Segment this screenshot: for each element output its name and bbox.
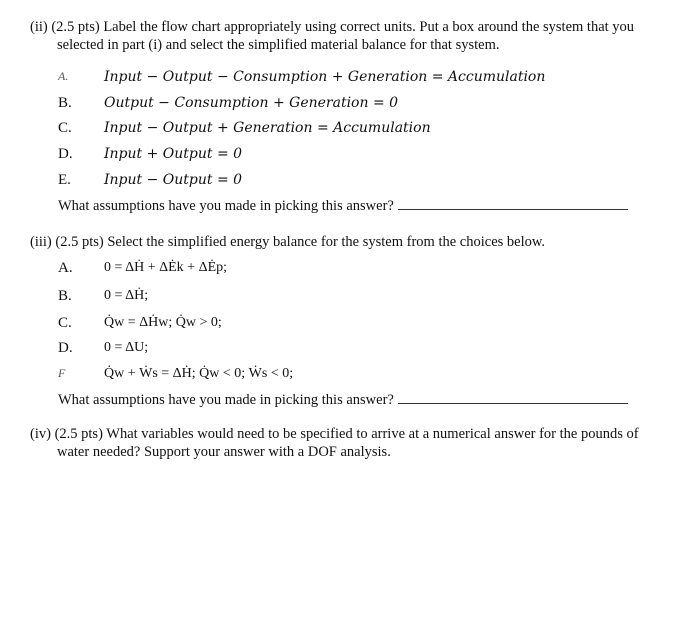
assumption-prompt: What assumptions have you made in picking this answer? xyxy=(58,392,394,408)
answer-blank[interactable] xyxy=(398,197,628,210)
option-letter: A. xyxy=(58,69,69,83)
assumption-prompt: What assumptions have you made in picking this answer? xyxy=(58,198,394,214)
option-letter: D. xyxy=(58,146,73,162)
question-iv-text: What variables would need to be specified to arrive at a numerical answer for the pounds of water needed? Support your answer with a DOF analysis. xyxy=(57,426,639,460)
option-equation: Input − Output + Generation = Accumulation xyxy=(104,120,431,136)
question-ii xyxy=(30,18,650,54)
option-letter: E. xyxy=(58,172,71,188)
question-ii-label: (ii) xyxy=(30,19,48,35)
option-equation: 0 = ΔU; xyxy=(104,340,149,355)
option-letter: D. xyxy=(58,340,73,356)
question-iii xyxy=(30,233,650,251)
option-equation: Output − Consumption + Generation = 0 xyxy=(104,95,399,111)
option-letter: C. xyxy=(58,315,72,331)
assumption-iii xyxy=(58,391,628,409)
option-equation: 0 = ΔḢ; xyxy=(104,288,149,303)
option-equation: 0 = ΔḢ + ΔĖk + ΔĖp; xyxy=(104,260,228,275)
option-letter: B. xyxy=(58,95,72,111)
assumption-ii xyxy=(58,197,628,215)
question-iv-label: (iv) xyxy=(30,426,51,442)
question-iii-points: (2.5 pts) xyxy=(55,234,104,250)
option-equation: Input − Output − Consumption + Generation = Accumulation xyxy=(104,69,546,85)
option-letter: B. xyxy=(58,288,72,304)
question-ii-text: Label the flow chart appropriately using correct units. Put a box around the system that you selected in part (i) and select the simplified material balance for that system. xyxy=(57,19,635,53)
option-equation: Input + Output = 0 xyxy=(104,146,243,162)
question-iv xyxy=(30,425,650,461)
question-iii-label: (iii) xyxy=(30,234,52,250)
option-equation: Q̇w + Ẇs = ΔḢ; Q̇w < 0; Ẇs < 0; xyxy=(104,366,294,381)
question-iv-points: (2.5 pts) xyxy=(54,426,103,442)
option-letter: A. xyxy=(58,260,73,276)
question-ii-points: (2.5 pts) xyxy=(51,19,100,35)
option-letter: C. xyxy=(58,120,72,136)
answer-blank[interactable] xyxy=(398,391,628,404)
question-iii-text: Select the simplified energy balance for the system from the choices below. xyxy=(107,234,546,250)
option-equation: Input − Output = 0 xyxy=(104,172,243,188)
option-letter: F xyxy=(58,366,66,380)
option-equation: Q̇w = ΔḢw; Q̇w > 0; xyxy=(104,315,222,330)
